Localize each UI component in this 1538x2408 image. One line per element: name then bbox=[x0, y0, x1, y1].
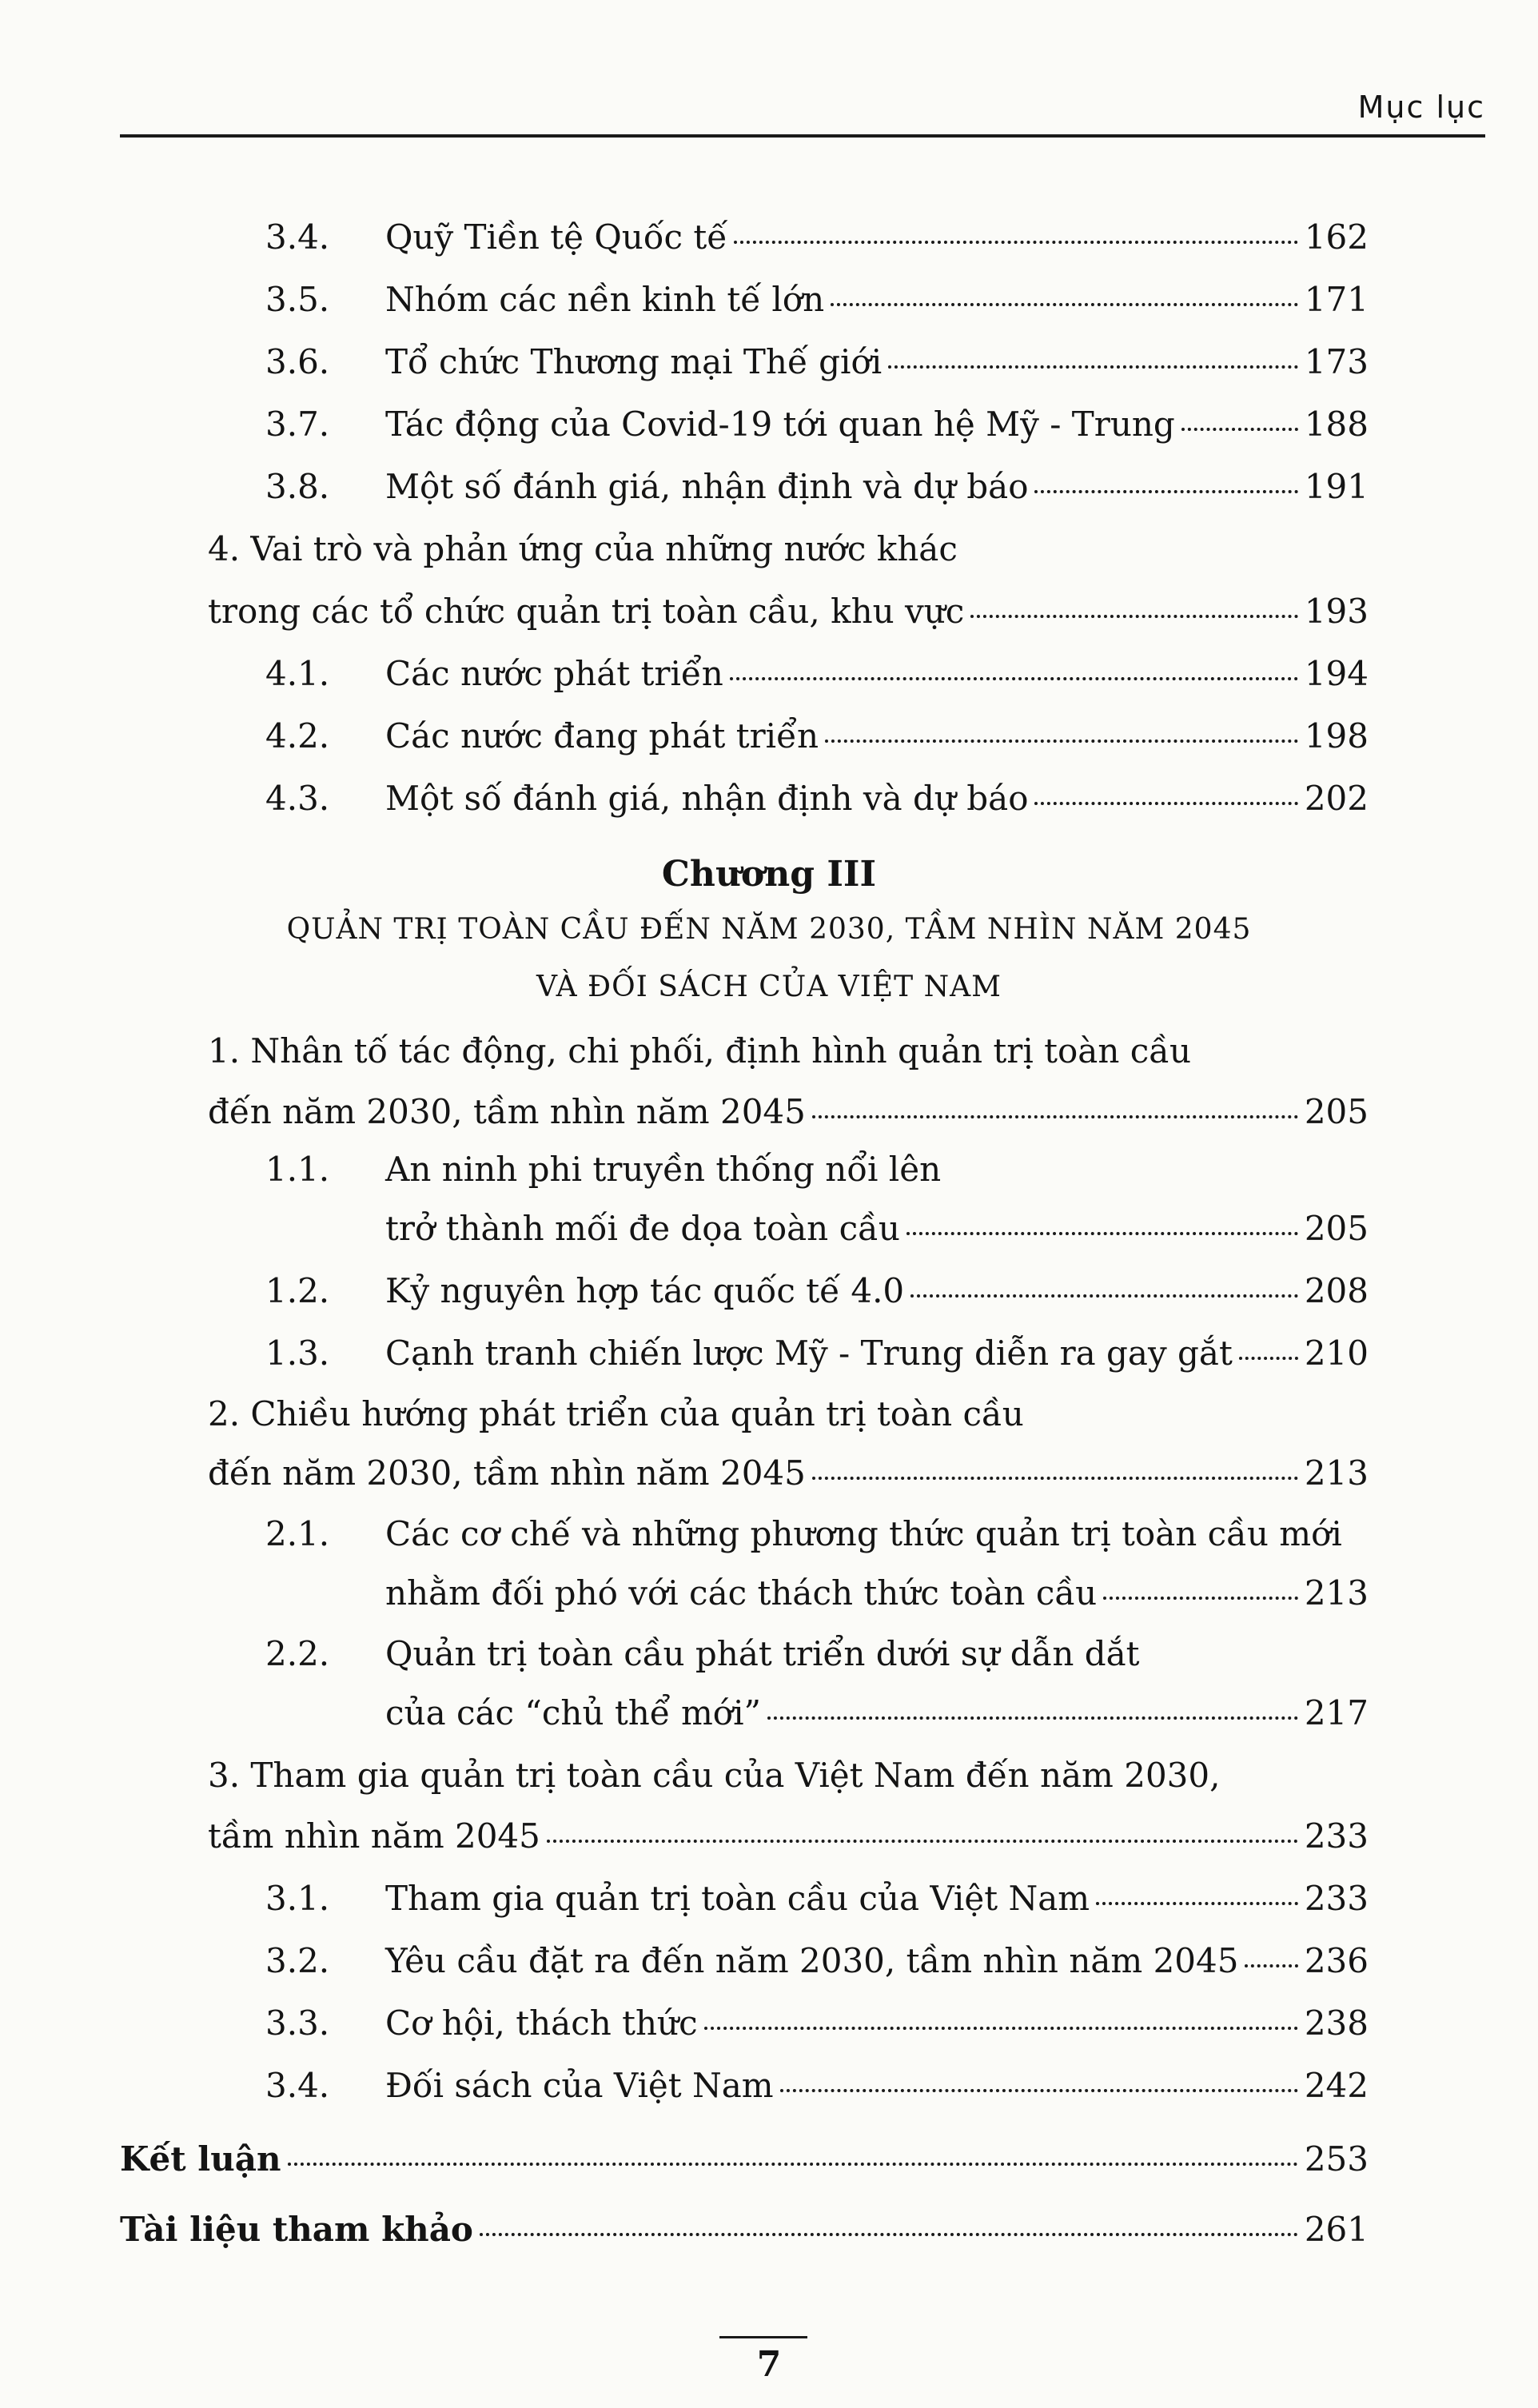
entry-page: 188 bbox=[1304, 405, 1369, 444]
entry-heading-line: 1. Nhân tố tác động, chi phối, định hình quản trị toàn cầu bbox=[208, 1031, 1192, 1070]
leader-dots bbox=[825, 740, 1298, 743]
toc-entry-conclusion[interactable] bbox=[120, 2139, 1369, 2187]
toc-entry[interactable] bbox=[265, 2003, 1369, 2051]
leader-dots bbox=[906, 1232, 1298, 1235]
toc-entry[interactable] bbox=[385, 1573, 1369, 1621]
toc-entry[interactable] bbox=[265, 1334, 1369, 1381]
entry-heading-line: 2. Chiều hướng phát triển của quản trị toàn cầu bbox=[208, 1394, 1024, 1433]
entry-label: Một số đánh giá, nhận định và dự báo bbox=[385, 467, 1029, 506]
toc-entry[interactable] bbox=[208, 592, 1369, 640]
entry-label: Một số đánh giá, nhận định và dự báo bbox=[385, 779, 1029, 818]
toc-entry[interactable] bbox=[265, 2066, 1369, 2114]
leader-dots bbox=[704, 2027, 1298, 2030]
entry-page: 261 bbox=[1304, 2210, 1369, 2249]
entry-label: Kỷ nguyên hợp tác quốc tế 4.0 bbox=[385, 1271, 905, 1310]
entry-label: Tài liệu tham khảo bbox=[120, 2210, 473, 2249]
toc-entry[interactable] bbox=[265, 1941, 1369, 1989]
leader-dots bbox=[480, 2233, 1298, 2236]
leader-dots bbox=[888, 365, 1298, 369]
page-number: 7 bbox=[756, 2344, 782, 2385]
leader-dots bbox=[970, 615, 1298, 618]
leader-dots bbox=[767, 1716, 1298, 1720]
leader-dots bbox=[910, 1294, 1298, 1298]
entry-page: 210 bbox=[1304, 1334, 1369, 1373]
toc-entry[interactable] bbox=[265, 779, 1369, 827]
chapter-title-line1: QUẢN TRỊ TOÀN CẦU ĐẾN NĂM 2030, TẦM NHÌN NĂM 2045 bbox=[286, 913, 1252, 946]
header-rule bbox=[120, 134, 1485, 138]
entry-number: 3.3. bbox=[265, 2003, 330, 2043]
toc-entry[interactable] bbox=[265, 342, 1369, 390]
entry-page: 217 bbox=[1304, 1693, 1369, 1732]
entry-number: 3.6. bbox=[265, 342, 330, 381]
toc-entry[interactable] bbox=[385, 1209, 1369, 1257]
chapter-label: Chương III bbox=[661, 854, 877, 895]
entry-page: 191 bbox=[1304, 467, 1369, 506]
entry-page: 162 bbox=[1304, 217, 1369, 257]
running-header: Mục lục bbox=[1357, 90, 1485, 125]
entry-page: 208 bbox=[1304, 1271, 1369, 1310]
entry-page: 242 bbox=[1304, 2066, 1369, 2105]
leader-dots bbox=[812, 1477, 1298, 1480]
leader-dots bbox=[1103, 1597, 1298, 1600]
entry-label: Nhóm các nền kinh tế lớn bbox=[385, 280, 825, 319]
toc-entry[interactable] bbox=[265, 1879, 1369, 1927]
entry-page: 233 bbox=[1304, 1879, 1369, 1918]
entry-label: đến năm 2030, tầm nhìn năm 2045 bbox=[208, 1092, 806, 1131]
leader-dots bbox=[780, 2089, 1298, 2092]
entry-label: nhằm đối phó với các thách thức toàn cầu bbox=[385, 1573, 1098, 1613]
entry-page: 173 bbox=[1304, 342, 1369, 381]
entry-heading-line: 3. Tham gia quản trị toàn cầu của Việt Nam đến năm 2030, bbox=[208, 1756, 1221, 1795]
entry-label: tầm nhìn năm 2045 bbox=[208, 1816, 540, 1856]
entry-label: trở thành mối đe dọa toàn cầu bbox=[385, 1209, 900, 1248]
entry-number: 2.1. bbox=[265, 1514, 330, 1553]
entry-heading-line: 4. Vai trò và phản ứng của những nước khác bbox=[208, 529, 958, 568]
toc-entry[interactable] bbox=[265, 716, 1369, 764]
entry-number: 1.3. bbox=[265, 1334, 330, 1373]
entry-number: 3.4. bbox=[265, 217, 330, 257]
entry-label: Quỹ Tiền tệ Quốc tế bbox=[385, 217, 728, 257]
entry-label: Các nước phát triển bbox=[385, 654, 723, 693]
entry-page: 238 bbox=[1304, 2003, 1369, 2043]
entry-heading-line: Các cơ chế và những phương thức quản trị toàn cầu mới bbox=[385, 1514, 1342, 1553]
toc-entry[interactable] bbox=[385, 1693, 1369, 1741]
toc-entry[interactable] bbox=[208, 1453, 1369, 1501]
entry-number: 1.1. bbox=[265, 1150, 330, 1189]
entry-label: đến năm 2030, tầm nhìn năm 2045 bbox=[208, 1453, 806, 1493]
entry-label: Đối sách của Việt Nam bbox=[385, 2066, 774, 2105]
entry-number: 4.1. bbox=[265, 654, 330, 693]
entry-number: 3.7. bbox=[265, 405, 330, 444]
toc-entry[interactable] bbox=[208, 1816, 1369, 1864]
toc-entry[interactable] bbox=[265, 217, 1369, 265]
leader-dots bbox=[1245, 1964, 1297, 1967]
toc-entry[interactable] bbox=[265, 280, 1369, 328]
toc-entry[interactable] bbox=[208, 1092, 1369, 1140]
toc-entry[interactable] bbox=[265, 467, 1369, 515]
entry-label: trong các tổ chức quản trị toàn cầu, khu vực bbox=[208, 592, 965, 631]
entry-heading-line: Quản trị toàn cầu phát triển dưới sự dẫn dắt bbox=[385, 1634, 1140, 1673]
entry-number: 4.3. bbox=[265, 779, 330, 818]
leader-dots bbox=[734, 241, 1298, 244]
chapter-title-line2: VÀ ĐỐI SÁCH CỦA VIỆT NAM bbox=[536, 971, 1002, 1003]
entry-label: Cơ hội, thách thức bbox=[385, 2003, 698, 2043]
toc-entry[interactable] bbox=[265, 405, 1369, 452]
entry-label: Cạnh tranh chiến lược Mỹ - Trung diễn ra gay gắt bbox=[385, 1334, 1233, 1373]
entry-page: 171 bbox=[1304, 280, 1369, 319]
leader-dots bbox=[1034, 802, 1297, 805]
toc-entry-references[interactable] bbox=[120, 2210, 1369, 2258]
entry-page: 253 bbox=[1304, 2139, 1369, 2179]
footer-rule bbox=[719, 2336, 807, 2338]
entry-label: Tham gia quản trị toàn cầu của Việt Nam bbox=[385, 1879, 1090, 1918]
toc-entry[interactable] bbox=[265, 654, 1369, 702]
entry-number: 3.2. bbox=[265, 1941, 330, 1980]
leader-dots bbox=[1239, 1357, 1298, 1360]
entry-number: 1.2. bbox=[265, 1271, 330, 1310]
entry-page: 213 bbox=[1304, 1573, 1369, 1613]
leader-dots bbox=[730, 677, 1298, 680]
entry-label: Tác động của Covid-19 tới quan hệ Mỹ - Trung bbox=[385, 405, 1175, 444]
entry-number: 3.4. bbox=[265, 2066, 330, 2105]
entry-label: Các nước đang phát triển bbox=[385, 716, 819, 755]
entry-page: 233 bbox=[1304, 1816, 1369, 1856]
leader-dots bbox=[1034, 490, 1297, 493]
leader-dots bbox=[547, 1840, 1298, 1843]
entry-page: 205 bbox=[1304, 1209, 1369, 1248]
entry-label: Tổ chức Thương mại Thế giới bbox=[385, 342, 883, 381]
entry-label: Kết luận bbox=[120, 2139, 281, 2179]
leader-dots bbox=[288, 2163, 1298, 2166]
entry-page: 205 bbox=[1304, 1092, 1369, 1131]
entry-number: 3.1. bbox=[265, 1879, 330, 1918]
entry-number: 2.2. bbox=[265, 1634, 330, 1673]
entry-page: 198 bbox=[1304, 716, 1369, 755]
leader-dots bbox=[831, 303, 1298, 306]
leader-dots bbox=[1181, 428, 1298, 431]
entry-page: 193 bbox=[1304, 592, 1369, 631]
entry-page: 236 bbox=[1304, 1941, 1369, 1980]
entry-heading-line: An ninh phi truyền thống nổi lên bbox=[385, 1150, 942, 1189]
entry-page: 194 bbox=[1304, 654, 1369, 693]
entry-number: 3.8. bbox=[265, 467, 330, 506]
leader-dots bbox=[812, 1115, 1298, 1118]
toc-entry[interactable] bbox=[265, 1271, 1369, 1319]
entry-label: của các “chủ thể mới” bbox=[385, 1693, 761, 1732]
leader-dots bbox=[1096, 1902, 1298, 1905]
entry-page: 213 bbox=[1304, 1453, 1369, 1493]
entry-label: Yêu cầu đặt ra đến năm 2030, tầm nhìn năm 2045 bbox=[385, 1941, 1239, 1980]
entry-number: 3.5. bbox=[265, 280, 330, 319]
entry-number: 4.2. bbox=[265, 716, 330, 755]
entry-page: 202 bbox=[1304, 779, 1369, 818]
